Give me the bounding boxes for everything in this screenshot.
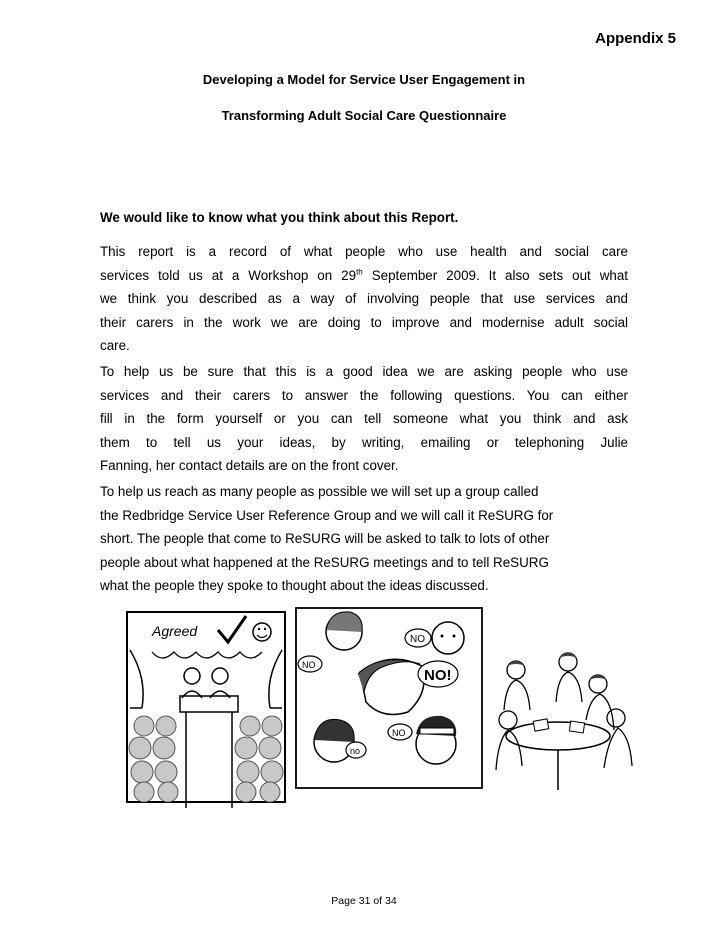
speech-bubble-text: NO — [392, 728, 406, 738]
speech-bubble-text: NO! — [424, 667, 452, 684]
meeting-agreed-illustration — [122, 608, 290, 808]
para3-line: short. The people that come to ReSURG will be asked to talk to lots of other — [100, 531, 550, 546]
para1-line: we think you described as a way of involving people that use services and — [100, 291, 628, 306]
document-title-line-2: Transforming Adult Social Care Questionnaire — [221, 108, 507, 123]
tick-icon — [218, 616, 246, 642]
group-discussion-illustration — [486, 640, 634, 792]
paragraph-report-description — [100, 240, 628, 358]
para3-line: To help us reach as many people as possible we will set up a group called — [100, 484, 539, 499]
people-saying-no-illustration — [290, 602, 488, 794]
para2-line: fill in the form yourself or you can tell someone what you think and ask — [100, 411, 628, 426]
page-number: Page 31 of 34 — [331, 895, 397, 907]
speech-bubble-text: NO — [302, 660, 316, 670]
para2-line: services and their carers to answer the following questions. You can either — [100, 387, 628, 403]
speech-bubble-text: NO — [410, 634, 425, 645]
paragraph-questionnaire-help — [100, 360, 628, 478]
para1-line: This report is a record of what people who use health and social care — [100, 244, 628, 259]
para3-line: the Redbridge Service User Reference Group and we will call it ReSURG for — [100, 507, 554, 523]
para3-line: people about what happened at the ReSURG meetings and to tell ReSURG — [100, 554, 549, 570]
para2-line: To help us be sure that this is a good idea we are asking people who use — [100, 364, 628, 379]
lead-sentence: We would like to know what you think about this Report. — [100, 210, 459, 225]
speech-bubble-text: no — [350, 746, 361, 756]
para1-line: their carers in the work we are doing to improve and modernise adult social — [100, 314, 628, 330]
para1-text: September 2009. It also sets out what — [362, 267, 628, 283]
agreed-word: Agreed — [152, 623, 198, 639]
para1-line — [100, 264, 628, 288]
para1-line: care. — [100, 338, 130, 353]
paragraph-resurg — [100, 480, 640, 598]
para1-text: services told us at a Workshop on 29 — [100, 267, 357, 283]
para3-line: what the people they spoke to thought about the ideas discussed. — [100, 578, 489, 593]
para2-line: them to tell us your ideas, by writing, emailing or telephoning Julie — [100, 434, 628, 450]
ordinal-suffix: th — [356, 267, 363, 277]
para2-line: Fanning, her contact details are on the front cover. — [100, 458, 399, 473]
document-title-line-1: Developing a Model for Service User Engagement in — [202, 72, 526, 87]
smiley-icon — [253, 623, 271, 641]
appendix-label: Appendix 5 — [595, 30, 676, 47]
